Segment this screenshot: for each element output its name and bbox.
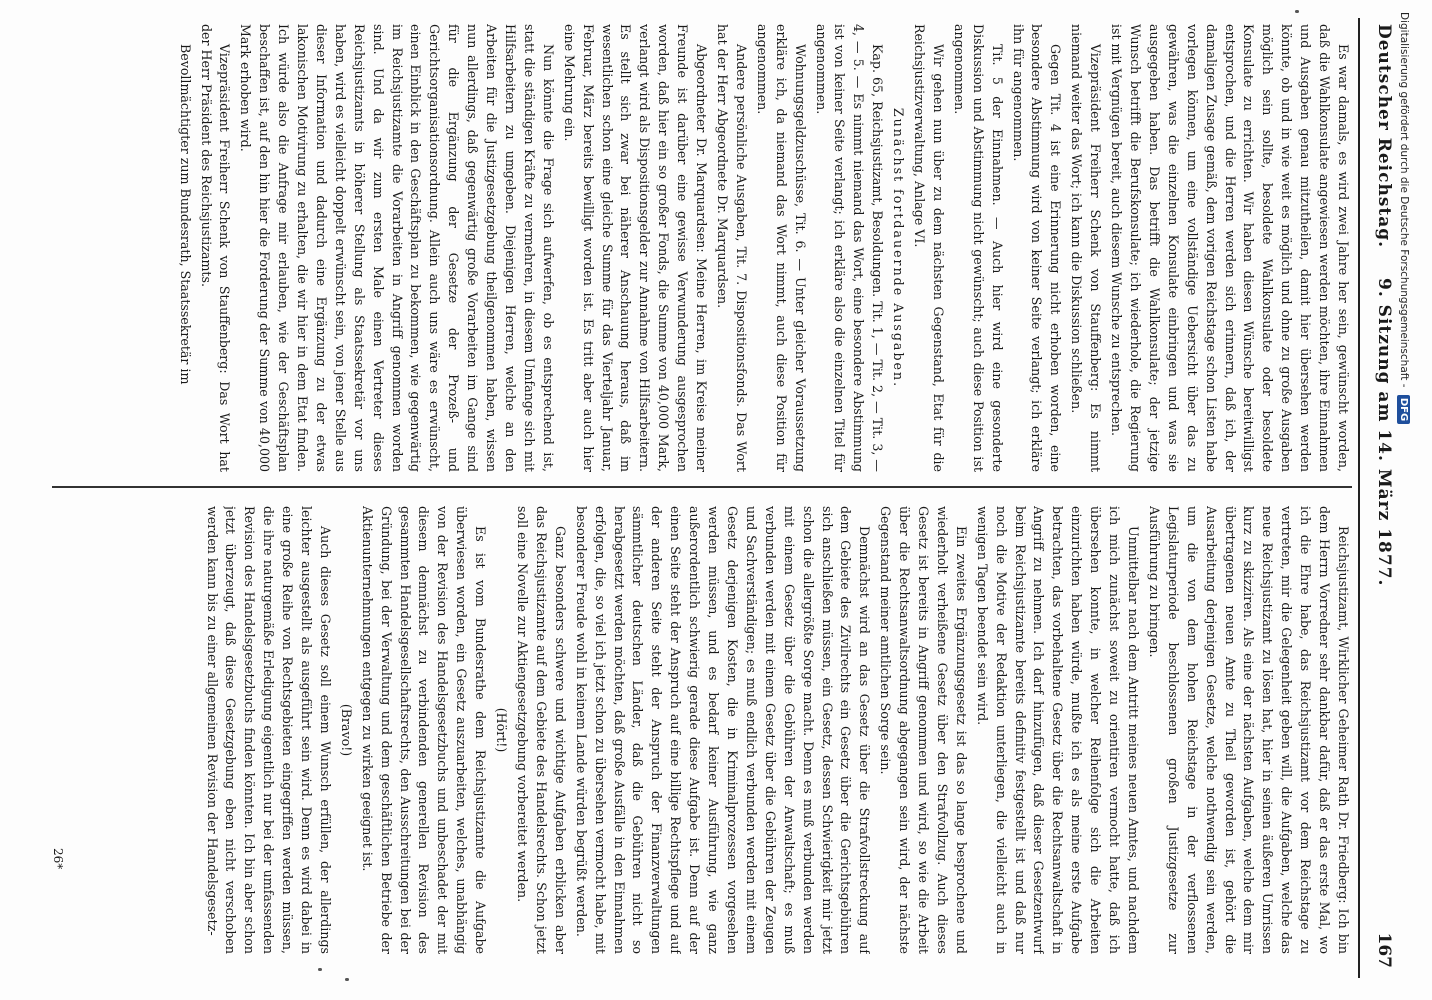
header-session: 9. Sitzung am 14. März 1877. (1374, 278, 1394, 587)
paragraph: Andere persönliche Ausgaben, Tit. 7. Dispositionsfonds. Das Wort hat der Herr Abgeordnete Dr. Marquardsen. (715, 24, 749, 472)
paragraph: Demnächst wird an das Gesetz über die Strafvollstreckung auf dem Gebiete des Zivilrechts ein Gesetz über die Gerichtsgebühren sich anschließen müssen, ein Gesetz, dessen Schwierigkeit mir jetzt schon die allergrößte Sorge macht. Denn es muß verbunden werden mit einem Gesetz über die Gebühren der Anwaltschaft; es muß verbunden werden mit einem Gesetz über die Gebühren der Zeugen und Sachverständigen; es muß endlich verbunden werden mit einem Gesetz derjenigen Kosten, die in Kriminalprozessen vorgesehen werden müssen, und es bedarf keiner Ausführung, wie ganz außerordentlich schwierig gerade diese Aufgabe ist. Denn auf der einen Seite steht der Anspruch auf eine billige Rechtspflege und auf der anderen Seite steht der Anspruch der Finanzverwaltungen sämmtlicher deutschen Länder, daß die Gebühren nicht so herabgesetzt werden möchten, daß große Ausfälle in den Einnahmen erfolgen, die, so viel ich jetzt schon zu übersehen vermocht habe, mit besonderer Freude wohl in keinem Lande würden begrüßt werden. (573, 506, 873, 954)
signature-mark: 26* (51, 848, 65, 870)
paragraph: Bevollmächtigter zum Bundesrath, Staatssekretär im (177, 44, 193, 385)
paragraph: Es war damals, es wird zwei Jahre her sein, gewünscht worden, daß die Wahlkonsulate angewiesen werden möchten, ihre Einnahmen und Ausgaben genau mitzutheilen, damit hier übersehen werden könnte, ob und in wie weit es möglich und ohne zu große Ausgaben möglich sein sollte, besoldete Wahlkonsulate oder besoldete Konsulate zu errichten. Wir haben diesen Wünsche bereitwilligst entsprochen, und die Herren werden sich erinnern, daß ich, der damaligen Zusage gemäß, dem vorigen Reichstage schon Listen habe vorlegen können, um eine vollständige Uebersicht über das zu gewähren, was die einzelnen Konsulate einbringen und was sie ausgegeben haben. Das betrifft die Wahlkonsulate; der jetzige Wunsch betrifft die Berufskonsulate; ich wiederhole, die Regierung ist mit Vergnügen bereit, auch diesem Wunsche zu entsprechen. (1109, 24, 1351, 472)
rotated-page-content (40, 18, 1400, 978)
dfg-logo: DFG (1397, 395, 1410, 424)
paragraph: Ein zweites Ergänzungsgesetz ist das so lange besprochene und wiederholt verheißene Gesetz über den Strafvollzug. Auch dieses Gesetz ist bereits in Angriff genommen und wird, so wie die Arbeit über die Rechtsanwaltsordnung abgegangen sein wird, der nächste Gegenstand meiner amtlichen Sorge sein. (878, 506, 969, 954)
paragraph: Nun könnte die Frage sich aufwerfen, ob es entsprechend ist, statt die ständigen Kräfte zu vermehren, in diesem Umfange sich mit Hilfsarbeitern zu umgeben. Diejenigen Herren, welche an den Arbeiten für die Justizgesetzgebung theilgenommen haben, wissen nun allerdings, daß gegenwärtig große Vorarbeiten im Gange sind für die Ergänzung der Gesetze der Prozeß- und Gerichtsorganisationsordnung. Allein auch uns wäre es erwünscht, einen Einblick in den Geschäftsplan zu bekommen, wie gegenwärtig im Reichsjustizamte die Vorarbeiten in Angriff genommen worden sind. Und da wir zum ersten Male einen Vertreter dieses Reichsjustizamts in höherer Stellung als Staatssekretär vor uns haben, wird es vielleicht doppelt erwünscht sein, von jener Stelle aus dieser Information und dadurch eine Ergänzung zu der etwas lakonischen Motivirung zu erhalten, die wir hier in dem Etat finden. Ich würde also die Anfrage mir erlauben, wie der Geschäftsplan beschaffen ist, auf den hin hier die Forderung der Summe von 40,000 Mark erhoben wird. (238, 24, 556, 472)
page-number: 167 (1374, 932, 1394, 968)
paragraph: Vizepräsident Freiherr Schenk von Stauffenberg: Es nimmt niemand weiter das Wort; ich kann die Diskussion schließen. (1069, 24, 1104, 472)
paragraph: Reichsjustizamt, Wirklicher Geheimer Rath Dr. Friedberg: Ich bin dem Herrn Vorredner sehr dankbar dafür, daß er das erste Mal, wo ich die Ehre habe, das Reichsjustizamt vor dem Reichstage zu vertreten, mir die Gelegenheit geben will, die Aufgaben, welche das neue Reichsjustizamt zu lösen hat, hier in seinen äußeren Umrissen kurz zu skizziren. Als eine der nächsten Aufgaben, welche dem mir übertragenen neuen Amte zu Theil geworden ist, gehört die Ausarbeitung derjenigen Gesetze, welche nothwendig sein werden, um die von dem hohen Reichstage in der verflossenen Legislaturperiode beschlossenen großen Justizgesetze zur Ausführung zu bringen. (1146, 506, 1351, 954)
paragraph: Wir gehen nun über zu dem nächsten Gegenstand, Etat für die Reichsjustizverwaltung, Anlage VI. (912, 24, 946, 472)
paragraph: Wohnungsgeldzuschüsse, Tit. 6. — Unter gleicher Voraussetzung erkläre ich, da niemand das Wort nimmt, auch diese Position für angenommen. (754, 24, 808, 472)
interjection: (Hört!) (494, 707, 510, 753)
paragraph: Ganz besonders schwere und wichtige Aufgaben erblicken aber das Reichsjustizamte auf dem Gebiete des Handelsrechts. Schon jetzt soll eine Novelle zur Aktiengesetzgebung vorbereitet werden. (515, 506, 568, 954)
digitization-note (1390, 12, 1410, 972)
paragraph: Gegen Tit. 4 ist eine Erinnerung nicht erhoben worden, eine besondere Abstimmung wird von keiner Seite verlangt; ich erkläre ihn für angenommen. (1010, 24, 1064, 472)
header-title: Deutscher Reichstag. (1374, 24, 1394, 249)
paragraph: Es ist vom Bundesrathe dem Reichsjustizamte die Aufgabe überwiesen worden, ein Gesetz auszuarbeiten, welches, unabhängig von der Revision des Handelsgesetzbuchs und unbeschadet der mit diesem demnächst zu verbindenden generellen Revision des gesammten Handelsgesellschaftsrechts, den Ausschreitungen bei der Gründung, bei der Verwaltung und dem geschäftlichen Betriebe der Aktienunternehmungen entgegen zu wirken geeignet ist. (359, 506, 489, 954)
digitization-text: Digitalisierung gefördert durch die Deutsche Forschungsgemeinschaft - (1398, 12, 1410, 388)
scan-speck (318, 968, 322, 971)
paragraph: Kap. 65, Reichsjustizamt, Besoldungen. Tit. 1, — Tit. 2, — Tit. 3, — 4, — 5. — Es nimmt niemand das Wort, eine besondere Abstimmung ist von keiner Seite verlangt; ich erkläre also die einzelnen Titel für angenommen. (813, 24, 886, 472)
paragraph: Tit. 5 der Einnahmen. — Auch hier wird eine gesonderte Diskussion und Abstimmung nicht gewünscht; auch diese Position ist angenommen. (951, 24, 1005, 472)
paragraph: Vizepräsident Freiherr Schenk von Stauffenberg: Das Wort hat der Herr Präsident des Reichsjustizamts. (198, 24, 233, 472)
column-divider (52, 486, 1352, 488)
left-column (52, 24, 1352, 472)
paragraph: Abgeordneter Dr. Marquardsen: Meine Herren, im Kreise meiner Freunde ist darüber eine gewisse Verwunderung ausgesprochen worden, daß hier ein so großer Fonds, die Summe von 40,000 Mark, verlangt wird als Dispositionsgelder zur Annahme von Hilfsarbeitern. Es stellt sich zwar bei näherer Anschauung heraus, daß im wesentlichen schon eine gleiche Summe für das Vierteljahr Januar, Februar, März bereits bewilligt worden ist. Es tritt aber auch hier eine Mehrung ein. (561, 24, 710, 472)
interjection: (Bravo!) (338, 703, 354, 757)
paragraph: Auch dieses Gesetz soll einem Wunsch erfüllen, der allerdings leichter ausgestellt als ausgeführt sein wird. Denn es wird dabei in eine große Reihe von Rechtsgebieten eingegriffen werden müssen, die ihre naturgemäße Erledigung eigentlich nur bei der umfassenden Revision des Handelsgesetzbuchs finden könnten. Ich bin aber schon jetzt überzeugt, daß diese Gesetzgebung eben nicht verschoben werden kann bis zu einer allgemeinen Revision der Handelsgesetz- (204, 506, 333, 954)
scan-speck (345, 978, 349, 981)
section-heading: Zunächst fortdauernde Ausgaben. (891, 107, 907, 389)
scan-speck (1295, 10, 1299, 13)
right-column (52, 506, 1352, 954)
paragraph: Unmittelbar nach dem Antritt meines neuen Amtes, und nachdem ich mich zunächst soweit zu orientiren vermocht hatte, daß ich übersehen konnte, in welcher Reihenfolge sich die Arbeiten einzurichten haben würde, mußte ich es als meine erste Aufgabe betrachten, das vorbehaltene Gesetz über die Rechtsanwaltschaft in Angriff zu nehmen. Ich darf hinzufügen, daß dieser Gesetzentwurf beim Reichsjustizamte bereits definitiv festgestellt ist und daß nur noch die Motive der Redaktion unterliegen, die vielleicht auch in wenigen Tagen beendet sein wird. (974, 506, 1142, 954)
